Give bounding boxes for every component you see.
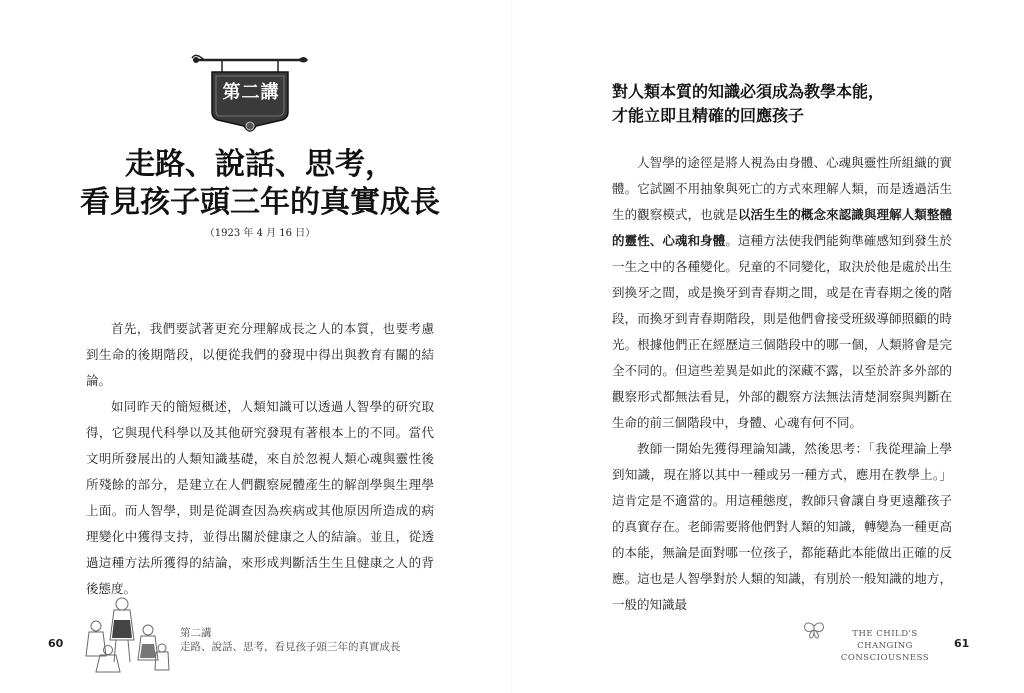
running-head-line: CONSCIOUSNESS: [840, 653, 930, 663]
chapter-date: （1923 年 4 月 16 日）: [204, 228, 316, 239]
running-head-line: THE CHILD'S CHANGING: [852, 629, 918, 651]
paragraph: [612, 150, 952, 436]
chapter-label: 第二講: [222, 82, 280, 103]
chapter-title-line: 走路、說話、思考，: [125, 147, 395, 182]
section-heading-line: 才能立即且精確的回應孩子: [612, 106, 805, 125]
emphasis-text: 以活生生的概念來認識與理解人類整體的靈性、心魂和身體: [612, 207, 952, 248]
left-body-text: [86, 316, 434, 602]
paragraph-text: 人智學的途徑是將人視為由身體、心魂與靈性所組織的實體。它試圖不用抽象與死亡的方式來理解人類，而是透過活生生的觀察模式，也就是: [612, 155, 952, 222]
chapter-title: [60, 146, 460, 222]
section-heading: [612, 80, 952, 128]
page-gutter: [511, 0, 513, 693]
paragraph: 如同昨天的簡短概述，人類知識可以透過人智學的研究取得，它與現代科學以及其他研究發現有著根本上的不同。當代文明所發展出的人類知識基礎，來自於忽視人類心魂與靈性後所殘餘的部分，是建立在人們觀察屍體產生的解剖學與生理學上面。而人智學，則是從調查因為疾病或其他原因所造成的病理變化中獲得支持，並得出關於健康之人的結論。並且，從透過這種方法所獲得的結論，來形成判斷活生生且健康之人的背後態度。: [86, 399, 434, 596]
paragraph: 首先，我們要試著更充分理解成長之人的本質，也要考慮到生命的後期階段，以便從我們的發現中得出與教育有關的結論。: [86, 321, 434, 388]
running-head-line: 第二講: [180, 627, 212, 639]
page-number-left: 60: [48, 637, 64, 650]
page-number-right: 61: [954, 637, 970, 650]
running-head-line: 走路、說話、思考，看見孩子頭三年的真實成長: [180, 641, 401, 653]
running-head-right: [826, 628, 944, 664]
paragraph: 教師一開始先獲得理論知識，然後思考：「我從理論上學到知識，現在將以其中一種或另一種方式，應用在教學上。」這肯定是不適當的。用這種態度，教師只會讓自身更遠離孩子的真實存在。老師需要將他們對人類的知識，轉變為一種更高的本能，無論是面對哪一位孩子，都能藉此本能做出正確的反應。這也是人智學對於人類的知識，有別於一般知識的地方，一般的知識最: [612, 441, 952, 612]
paragraph-text: 。這種方法使我們能夠準確感知到發生於一生之中的各種變化。兒童的不同變化，取決於他是處於出生到換牙之間，或是換牙到青春期之間，或是在青春期之後的階段，而換牙到青春期階段，則是他們會接受班級導師照顧的時光。根據他們正在經歷這三個階段中的哪一個，人類將會是完全不同的。但這些差異是如此的深藏不露，以至於許多外部的觀察形式都無法看見，外部的觀察方法無法清楚洞察與判斷在生命的前三個階段中，身體、心魂有何不同。: [612, 233, 952, 430]
children-group-illustration: [78, 592, 170, 676]
right-body-text: [612, 150, 952, 618]
running-head-left: [180, 626, 401, 654]
section-heading-line: 對人類本質的知識必須成為教學本能，: [612, 82, 885, 101]
moth-icon: [802, 620, 826, 640]
chapter-title-line: 看見孩子頭三年的真實成長: [80, 185, 440, 220]
